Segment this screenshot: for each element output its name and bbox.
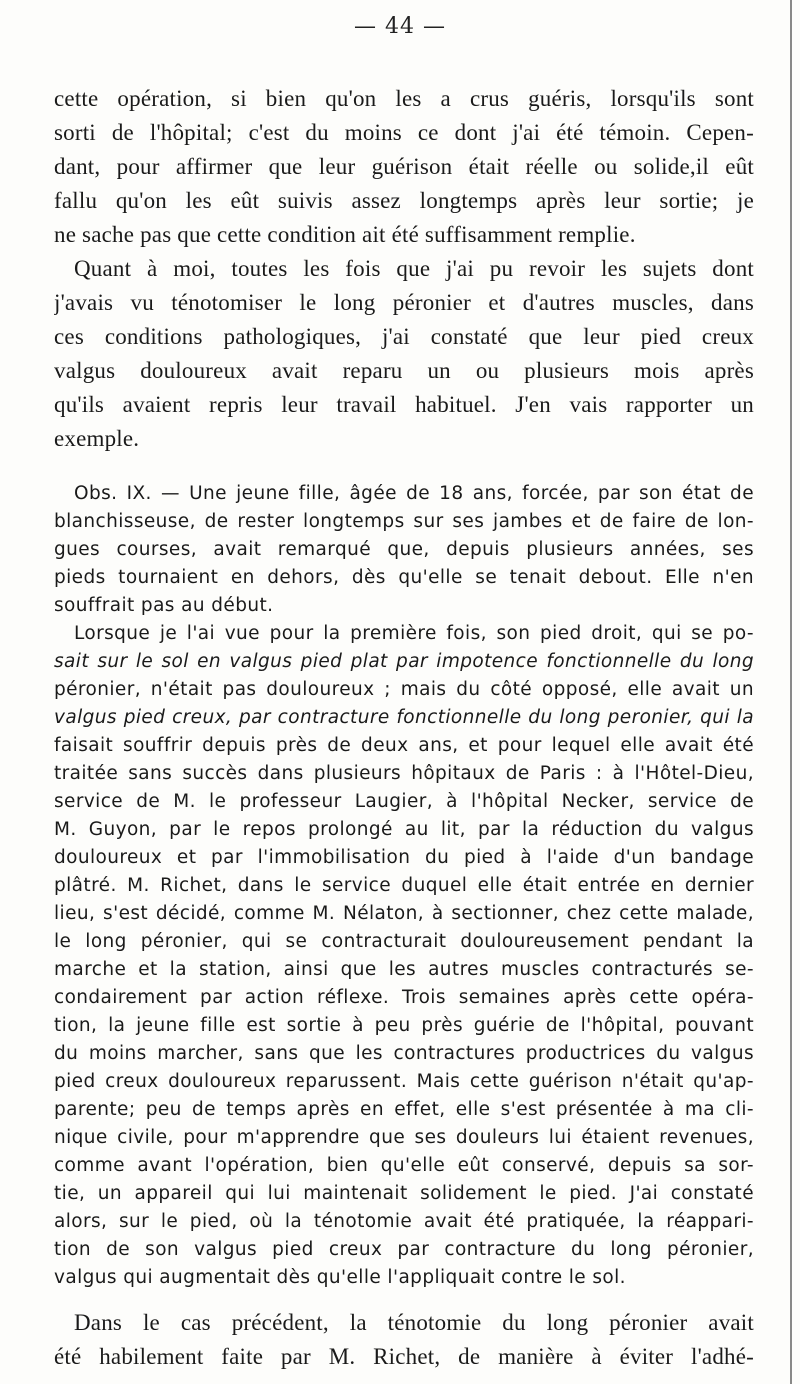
obs-line: parente; peu de temps après en effet, elle s'est présentée à ma cli- <box>54 1099 754 1120</box>
text-line: cette opération, si bien qu'on les a crus guéris, lorsqu'ils sont <box>54 86 754 111</box>
obs-line: service de M. le professeur Laugier, à l'hôpital Necker, service de <box>54 791 754 812</box>
obs-line: nique civile, pour m'apprendre que ses douleurs lui étaient revenues, <box>54 1127 754 1148</box>
obs-line: gues courses, avait remarqué que, depuis plusieurs années, ses <box>54 539 754 560</box>
text-line: ces conditions pathologiques, j'ai constaté que leur pied creux <box>54 324 754 349</box>
text-line: Dans le cas précédent, la ténotomie du long péronier avait <box>74 1310 754 1335</box>
obs-line: valgus pied creux, par contracture fonctionnelle du long peronier, qui la <box>54 707 754 728</box>
obs-line: comme avant l'opération, bien qu'elle eût conservé, depuis sa sor- <box>54 1155 754 1176</box>
obs-line: le long péronier, qui se contracturait douloureusement pendant la <box>54 931 754 952</box>
obs-line: valgus qui augmentait dès qu'elle l'appliquait contre le sol. <box>54 1267 626 1288</box>
obs-line: traitée sans succès dans plusieurs hôpitaux de Paris : à l'Hôtel-Dieu, <box>54 763 754 784</box>
obs-line: souffrait pas au début. <box>54 595 274 616</box>
obs-line: pieds tournaient en dehors, dès qu'elle se tenait debout. Elle n'en <box>54 567 754 588</box>
text-line: été habilement faite par M. Richet, de manière à éviter l'adhé- <box>54 1344 754 1369</box>
text-line: ne sache pas que cette condition ait été suffisamment remplie. <box>54 222 636 247</box>
page-number: — 44 — <box>354 14 446 39</box>
obs-line: blanchisseuse, de rester longtemps sur ses jambes et de faire de lon- <box>54 511 754 532</box>
obs-line: lieu, s'est décidé, comme M. Nélaton, à sectionner, chez cette malade, <box>54 903 754 924</box>
text-line: qu'ils avaient repris leur travail habituel. J'en vais rapporter un <box>54 392 754 417</box>
obs-line: Obs. IX. — Une jeune fille, âgée de 18 ans, forcée, par son état de <box>74 483 754 504</box>
text-line: Quant à moi, toutes les fois que j'ai pu revoir les sujets dont <box>74 256 754 281</box>
obs-line: douloureux et par l'immobilisation du pied à l'aide d'un bandage <box>54 847 754 868</box>
text-line: exemple. <box>54 426 140 451</box>
obs-line: alors, sur le pied, où la ténotomie avait été pratiquée, la réappari- <box>54 1211 754 1232</box>
text-line: valgus douloureux avait reparu un ou plusieurs mois après <box>54 358 754 383</box>
text-line: j'avais vu ténotomiser le long péronier et d'autres muscles, dans <box>54 290 754 315</box>
text-line: dant, pour affirmer que leur guérison était réelle ou solide,il eût <box>54 154 754 179</box>
obs-line: tion de son valgus pied creux par contracture du long péronier, <box>54 1239 754 1260</box>
obs-line: marche et la station, ainsi que les autres muscles contracturés se- <box>54 959 754 980</box>
obs-line: faisait souffrir depuis près de deux ans, et pour lequel elle avait été <box>54 735 754 756</box>
text-line: fallu qu'on les eût suivis assez longtemps après leur sortie; je <box>54 188 754 213</box>
obs-line: pied creux douloureux reparussent. Mais cette guérison n'était qu'ap- <box>54 1071 754 1092</box>
obs-line: tie, un appareil qui lui maintenait solidement le pied. J'ai constaté <box>54 1183 754 1204</box>
page-edge <box>790 0 792 1384</box>
obs-line: sait sur le sol en valgus pied plat par impotence fonctionnelle du long <box>54 651 754 672</box>
obs-line: péronier, n'était pas douloureux ; mais du côté opposé, elle avait un <box>54 679 754 700</box>
obs-line: du moins marcher, sans que les contractures productrices du valgus <box>54 1043 754 1064</box>
obs-line: tion, la jeune fille est sortie à peu près guérie de l'hôpital, pouvant <box>54 1015 754 1036</box>
obs-line: Lorsque je l'ai vue pour la première fois, son pied droit, qui se po- <box>74 623 754 644</box>
obs-line: M. Guyon, par le repos prolongé au lit, par la réduction du valgus <box>54 819 754 840</box>
text-line: sorti de l'hôpital; c'est du moins ce dont j'ai été témoin. Cepen- <box>54 120 754 145</box>
obs-line: condairement par action réflexe. Trois semaines après cette opéra- <box>54 987 754 1008</box>
obs-line: plâtré. M. Richet, dans le service duquel elle était entrée en dernier <box>54 875 754 896</box>
